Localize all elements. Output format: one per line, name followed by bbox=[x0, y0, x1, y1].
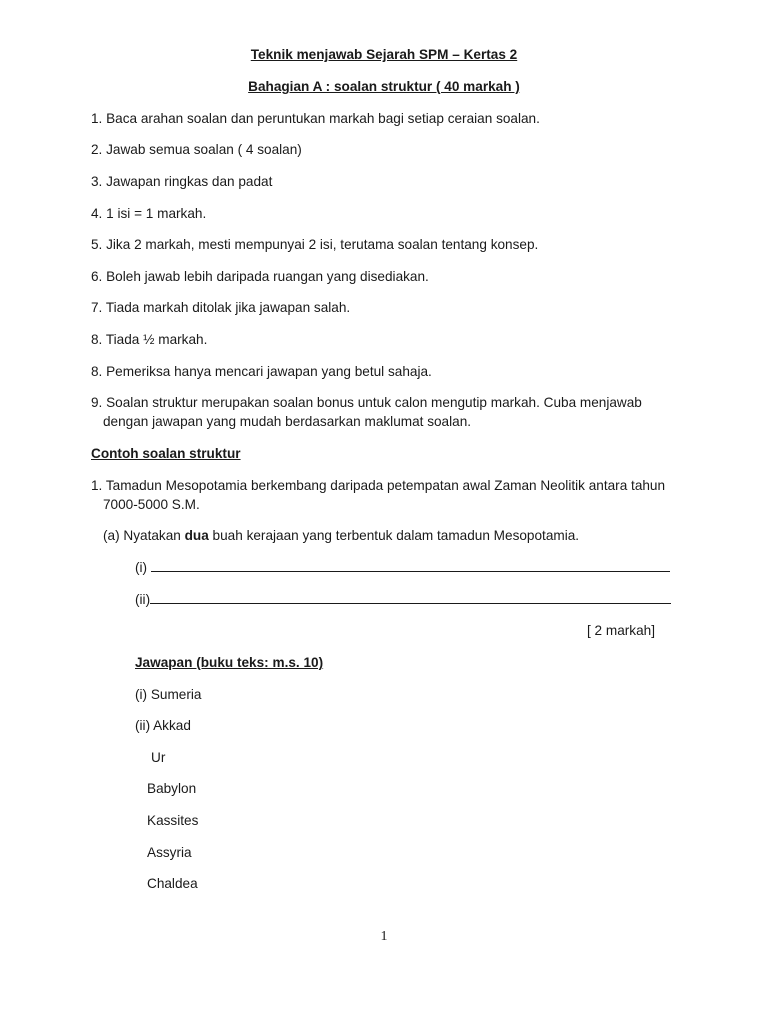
question-text: 1. Tamadun Mesopotamia berkembang daripada petempatan awal Zaman Neolitik antara tahun bbox=[91, 478, 666, 493]
rule-item: 8. Pemeriksa hanya mencari jawapan yang betul sahaja. bbox=[91, 364, 432, 379]
rule-item: 1. Baca arahan soalan dan peruntukan markah bagi setiap ceraian soalan. bbox=[91, 111, 540, 126]
question-text-continuation: 7000-5000 S.M. bbox=[103, 497, 200, 512]
part-a-prefix: (a) Nyatakan bbox=[103, 528, 185, 543]
answer-heading: Jawapan (buku teks: m.s. 10) bbox=[135, 655, 324, 670]
part-a-emphasis: dua bbox=[184, 528, 209, 543]
rule-item-continuation: dengan jawapan yang mudah berdasarkan maklumat soalan. bbox=[103, 414, 472, 429]
rule-item: 2. Jawab semua soalan ( 4 soalan) bbox=[91, 142, 302, 157]
answer-item: Kassites bbox=[147, 813, 199, 828]
rule-item: 9. Soalan struktur merupakan soalan bonus untuk calon mengutip markah. Cuba menjawab bbox=[91, 395, 642, 410]
answer-blank-i bbox=[135, 558, 670, 577]
answer-item: (i) Sumeria bbox=[135, 687, 202, 702]
blank-line bbox=[150, 591, 671, 604]
rule-item: 4. 1 isi = 1 markah. bbox=[91, 206, 207, 221]
rule-item: 7. Tiada markah ditolak jika jawapan salah. bbox=[91, 300, 351, 315]
answer-item: Babylon bbox=[147, 781, 197, 796]
page-number: 1 bbox=[380, 929, 388, 944]
answer-item: (ii) Akkad bbox=[135, 718, 191, 733]
rule-item: 8. Tiada ½ markah. bbox=[91, 332, 208, 347]
document-title: Teknik menjawab Sejarah SPM – Kertas 2 bbox=[250, 47, 518, 62]
marks-label: [ 2 markah] bbox=[587, 623, 655, 638]
example-heading: Contoh soalan struktur bbox=[91, 446, 241, 461]
question-part-a bbox=[103, 526, 579, 545]
rule-item: 5. Jika 2 markah, mesti mempunyai 2 isi, terutama soalan tentang konsep. bbox=[91, 237, 539, 252]
rule-item: 3. Jawapan ringkas dan padat bbox=[91, 174, 273, 189]
part-a-suffix: buah kerajaan yang terbentuk dalam tamadun Mesopotamia. bbox=[208, 528, 580, 543]
blank-label-ii: (ii) bbox=[135, 592, 151, 607]
blank-label-i: (i) bbox=[135, 560, 151, 575]
blank-line bbox=[151, 559, 670, 572]
answer-item: Assyria bbox=[147, 845, 192, 860]
rule-item: 6. Boleh jawab lebih daripada ruangan yang disediakan. bbox=[91, 269, 429, 284]
answer-blank-ii bbox=[135, 590, 671, 609]
answer-item: Ur bbox=[151, 750, 166, 765]
section-subtitle: Bahagian A : soalan struktur ( 40 markah ) bbox=[248, 79, 520, 94]
answer-item: Chaldea bbox=[147, 876, 198, 891]
